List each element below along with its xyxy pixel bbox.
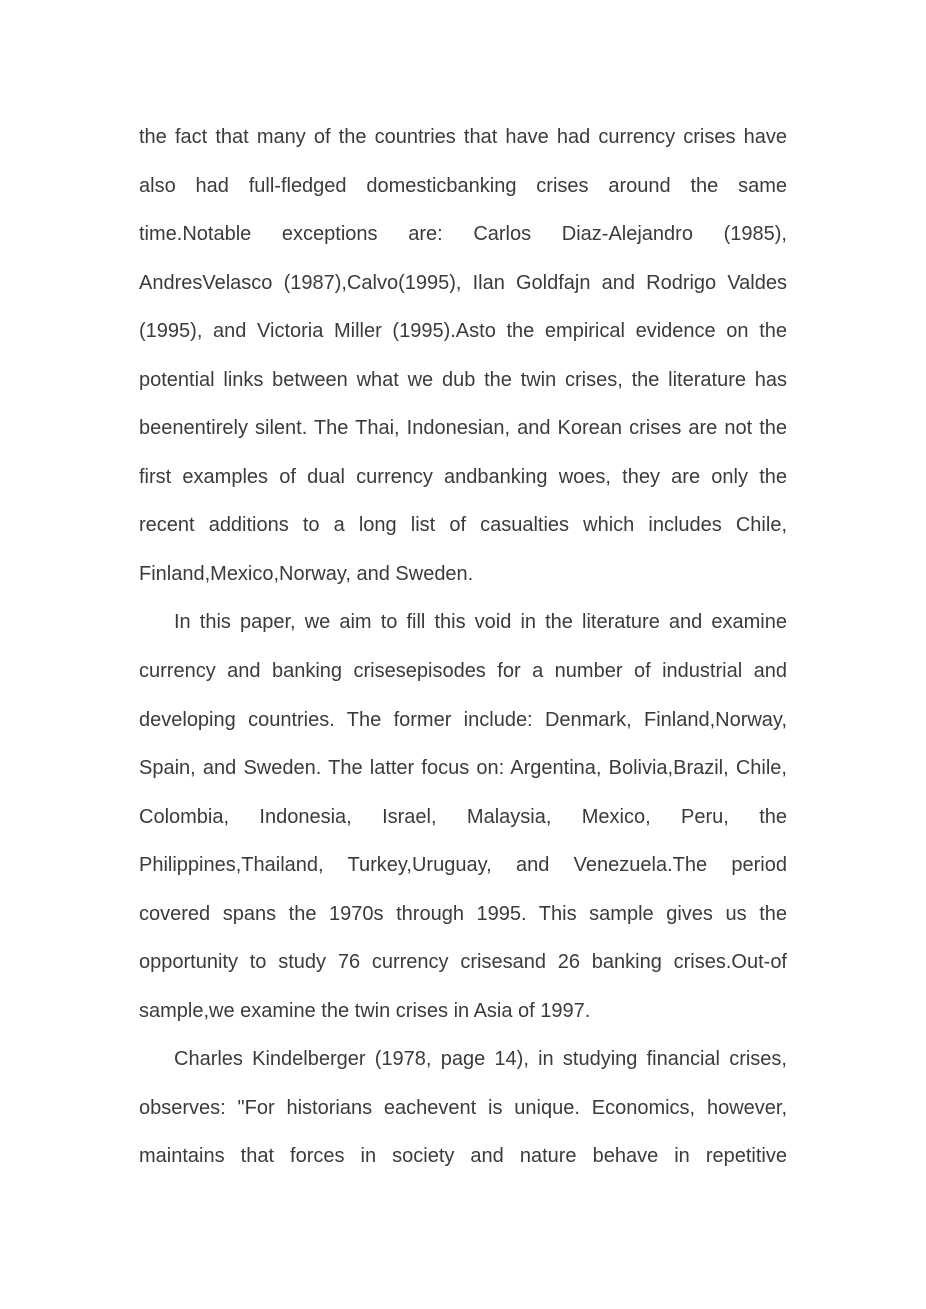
text-line: covered spans the 1970s through 1995. This sample gives us the	[139, 902, 787, 925]
text-line: opportunity to study 76 currency crisesand 26 banking crises.Out-of	[139, 951, 787, 974]
text-line: developing countries. The former include: Denmark, Finland,Norway,	[139, 708, 787, 731]
text-line: recent additions to a long list of casualties which includes Chile,	[139, 514, 787, 537]
text-line: Charles Kindelberger (1978, page 14), in studying financial crises,	[174, 1048, 787, 1071]
text-line: Finland,Mexico,Norway, and Sweden.	[139, 562, 474, 585]
text-line: the fact that many of the countries that have had currency crises have	[139, 126, 787, 148]
page-text-block	[139, 113, 787, 1181]
text-line: also had full-fledged domesticbanking crises around the same	[139, 174, 787, 197]
text-line: maintains that forces in society and nature behave in repetitive	[139, 1145, 787, 1168]
paragraph-1	[139, 113, 787, 598]
text-line: Colombia, Indonesia, Israel, Malaysia, Mexico, Peru, the	[139, 805, 787, 828]
text-line: first examples of dual currency andbanking woes, they are only the	[139, 465, 787, 488]
text-line: observes: "For historians eachevent is unique. Economics, however,	[139, 1096, 787, 1119]
text-line: (1995), and Victoria Miller (1995).Asto the empirical evidence on the	[139, 320, 787, 343]
text-line: potential links between what we dub the twin crises, the literature has	[139, 368, 787, 391]
text-line: In this paper, we aim to fill this void in the literature and examine	[174, 611, 787, 634]
text-line: beenentirely silent. The Thai, Indonesian, and Korean crises are not the	[139, 417, 787, 440]
text-line: Philippines,Thailand, Turkey,Uruguay, and Venezuela.The period	[139, 854, 787, 877]
text-line: AndresVelasco (1987),Calvo(1995), Ilan Goldfajn and Rodrigo Valdes	[139, 271, 787, 294]
text-line: time.Notable exceptions are: Carlos Diaz-Alejandro (1985),	[139, 223, 787, 246]
text-line: currency and banking crisesepisodes for a number of industrial and	[139, 660, 787, 683]
text-line: Spain, and Sweden. The latter focus on: Argentina, Bolivia,Brazil, Chile,	[139, 757, 787, 780]
paragraph-2	[139, 598, 787, 1035]
text-line: sample,we examine the twin crises in Asia of 1997.	[139, 999, 591, 1022]
paragraph-3	[139, 1035, 787, 1181]
